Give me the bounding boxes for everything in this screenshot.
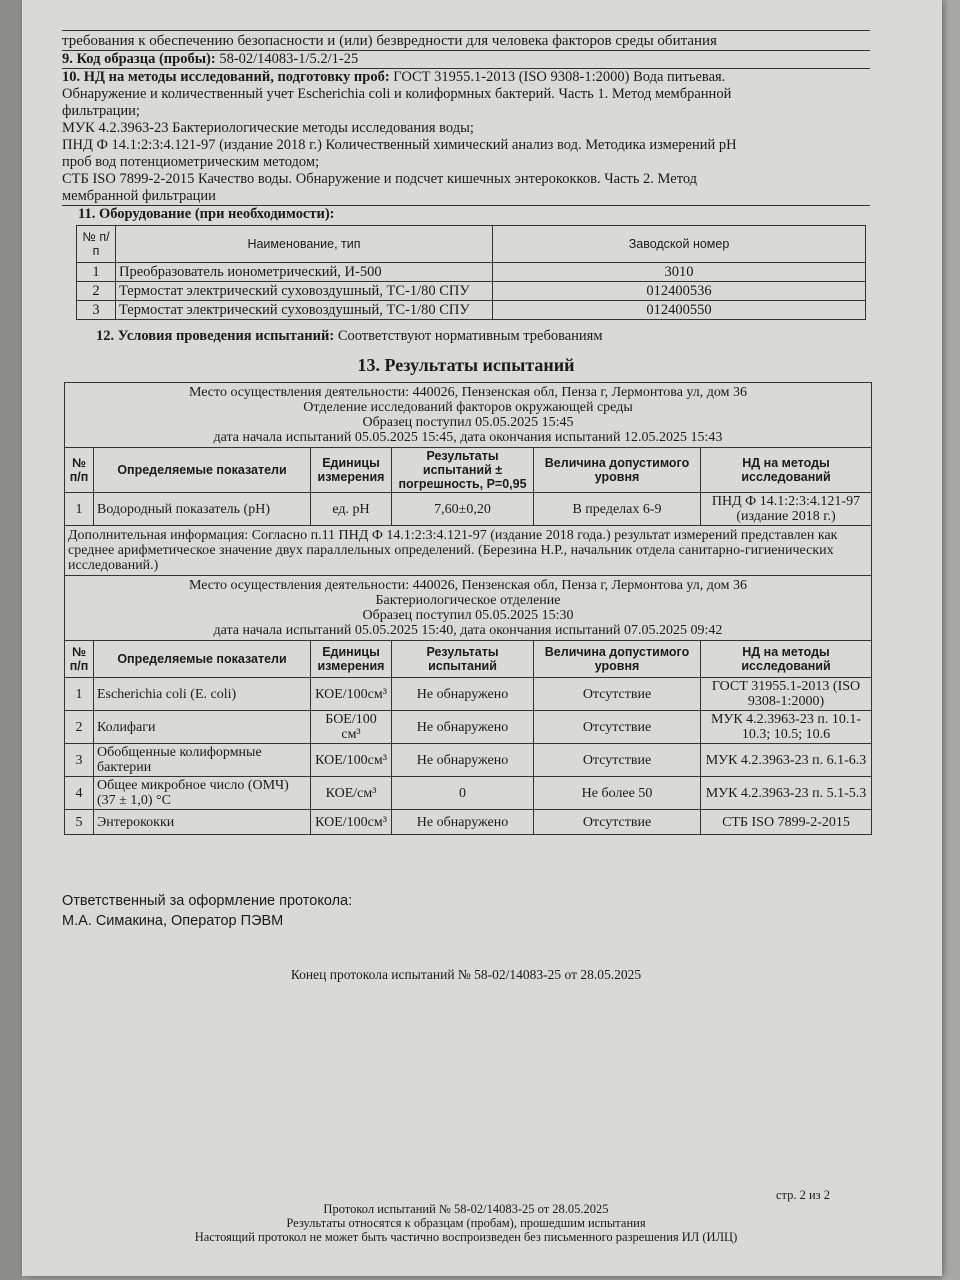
block1-head [65,383,872,448]
row-num: 3 [65,744,94,777]
table-row [65,810,872,835]
row-method: МУК 4.2.3963-23 п. 6.1-6.3 [701,744,872,777]
equipment-header-row [77,226,866,263]
item10-line-6: СТБ ISO 7899-2-2015 Качество воды. Обнаружение и подсчет кишечных энтерококков. Часть 2. Метод [62,171,698,187]
item11-label: 11. Оборудование (при необходимости): [78,206,335,222]
responsible-line-1: Ответственный за оформление протокола: [62,893,353,909]
block1-head-row [65,383,872,448]
item10-line-2: фильтрации; [62,103,140,119]
row-result: Не обнаружено [392,810,534,835]
row-method: ГОСТ 31955.1-2013 (ISO 9308-1:2000) [701,678,872,711]
row-method: МУК 4.2.3963-23 п. 5.1-5.3 [701,777,872,810]
background-right [942,0,960,1280]
row-indicator: Общее микробное число (ОМЧ) (37 ± 1,0) °С [94,777,311,810]
row-limit: Отсутствие [534,744,701,777]
equipment-num: 3 [77,301,116,320]
footer-line-0: Протокол испытаний № 58-02/14083-25 от 28.05.2025 [323,1202,609,1216]
row-result: Не обнаружено [392,711,534,744]
col-method: НД на методы исследований [701,448,872,493]
col-method: НД на методы исследований [701,641,872,678]
col-indicator: Определяемые показатели [94,641,311,678]
row-result: Не обнаружено [392,678,534,711]
item10-first [62,69,870,86]
equipment-name: Термостат электрический суховоздушный, ТС-1/80 СПУ [116,301,493,320]
equipment-num: 1 [77,263,116,282]
block2-line-2: Образец поступил 05.05.2025 15:30 [362,608,574,623]
table-row [65,777,872,810]
item10-line-7: мембранной фильтрации [62,188,216,204]
row-method: ПНД Ф 14.1:2:3:4.121-97 (издание 2018 г.) [701,493,872,526]
row-limit: Отсутствие [534,678,701,711]
block1-line-0: Место осуществления деятельности: 440026, Пензенская обл, Пенза г, Лермонтова ул, дом 36 [188,385,748,400]
col-unit: Единицы измерения [311,641,392,678]
row-unit: ед. pH [311,493,392,526]
row-num: 1 [65,678,94,711]
block1-note-row [65,526,872,576]
equipment-serial: 012400550 [493,301,866,320]
table-row [65,678,872,711]
row-num: 4 [65,777,94,810]
row-indicator: Колифаги [94,711,311,744]
row-limit: Не более 50 [534,777,701,810]
top-rule [62,30,870,31]
equipment-header-num: № п/п [77,226,116,263]
row-result: 0 [392,777,534,810]
item10-label: 10. НД на методы исследований, подготовку проб: [62,69,390,85]
row-result: Не обнаружено [392,744,534,777]
row-unit: КОЕ/100см³ [311,744,392,777]
block2-head [65,576,872,641]
footer [62,1202,870,1244]
row-unit: КОЕ/100см³ [311,678,392,711]
end-text: Конец протокола испытаний № 58-02/14083-25 от 28.05.2025 [290,967,642,982]
block1-line-1: Отделение исследований факторов окружающей среды [303,400,633,415]
block2-head-row [65,576,872,641]
item10-line-4: ПНД Ф 14.1:2:3:4.121-97 (издание 2018 г.) Количественный химический анализ вод. Методика измерений pH [62,137,737,153]
col-limit: Величина допустимого уровня [534,448,701,493]
row-limit: В пределах 6-9 [534,493,701,526]
row-num: 1 [65,493,94,526]
equipment-name: Термостат электрический суховоздушный, ТС-1/80 СПУ [116,282,493,301]
block2-line-0: Место осуществления деятельности: 440026, Пензенская обл, Пенза г, Лермонтова ул, дом 36 [188,578,748,593]
col-unit: Единицы измерения [311,448,392,493]
document-page [22,0,942,1276]
results-title: 13. Результаты испытаний [357,355,575,375]
responsible-block [62,891,870,931]
block1-line-3: дата начала испытаний 05.05.2025 15:45, дата окончания испытаний 12.05.2025 15:43 [213,430,723,445]
row-unit: КОЕ/100см³ [311,810,392,835]
item12-value: Соответствуют нормативным требованиям [337,328,603,344]
row-limit: Отсутствие [534,810,701,835]
item9-value: 58-02/14083-1/5.2/1-25 [219,51,359,67]
block1-header-row [65,448,872,493]
background-left [0,0,22,1280]
footer-line-2: Настоящий протокол не может быть частично воспроизведен без письменного разрешения ИЛ (ИЛЦ) [194,1230,738,1244]
col-indicator: Определяемые показатели [94,448,311,493]
block2-header-row [65,641,872,678]
row-indicator: Водородный показатель (pH) [94,493,311,526]
document-content [62,30,870,1244]
col-limit: Величина допустимого уровня [534,641,701,678]
table-row [77,263,866,282]
row-unit: КОЕ/см³ [311,777,392,810]
item12 [96,328,870,345]
row-result: 7,60±0,20 [392,493,534,526]
item10-line-1: Обнаружение и количественный учет Escherichia coli и колиформных бактерий. Часть 1. Метод мембранной [62,86,732,102]
equipment-num: 2 [77,282,116,301]
col-num: № п/п [65,448,94,493]
item10-line-3: МУК 4.2.3963-23 Бактериологические методы исследования воды; [62,120,474,136]
row-limit: Отсутствие [534,711,701,744]
footer-line-1: Результаты относятся к образцам (пробам), прошедшим испытания [286,1216,646,1230]
page-number: стр. 2 из 2 [775,1188,830,1202]
col-result: Результаты испытаний ± погрешность, P=0,95 [392,448,534,493]
results-table-1 [64,382,872,835]
equipment-header-name: Наименование, тип [116,226,493,263]
item10-line-0: ГОСТ 31955.1-2013 (ISO 9308-1:2000) Вода питьевая. [393,69,726,85]
table-row [77,282,866,301]
top-text: требования к обеспечению безопасности и (или) безвредности для человека факторов среды обитания [62,33,717,49]
row-indicator: Обобщенные колиформные бактерии [94,744,311,777]
equipment-header-serial: Заводской номер [493,226,866,263]
equipment-serial: 3010 [493,263,866,282]
equipment-table [76,225,866,320]
row-indicator: Энтерококки [94,810,311,835]
row-method: СТБ ISO 7899-2-2015 [701,810,872,835]
block1-line-2: Образец поступил 05.05.2025 15:45 [362,415,574,430]
equipment-name: Преобразователь ионометрический, И-500 [116,263,493,282]
row-unit: БОЕ/100 см³ [311,711,392,744]
row-num: 5 [65,810,94,835]
row-num: 2 [65,711,94,744]
table-row [77,301,866,320]
item10-line-5: проб вод потенциометрическим методом; [62,154,320,170]
block2-line-3: дата начала испытаний 05.05.2025 15:40, дата окончания испытаний 07.05.2025 09:42 [213,623,723,638]
block1-note: Дополнительная информация: Согласно п.11 ПНД Ф 14.1:2:3:4.121-97 (издание 2018 года.) результат измерений представлен как среднее арифметическое значение двух параллельных определений. (Березина Н.Р., начальник отдела санитарно-гигиенических исследований.) [65,526,872,576]
item9-label: 9. Код образца (пробы): [62,51,216,67]
block2-line-1: Бактериологическое отделение [375,593,561,608]
table-row [65,711,872,744]
row-method: МУК 4.2.3963-23 п. 10.1-10.3; 10.5; 10.6 [701,711,872,744]
table-row [65,493,872,526]
col-num: № п/п [65,641,94,678]
equipment-serial: 012400536 [493,282,866,301]
col-result: Результаты испытаний [392,641,534,678]
table-row [65,744,872,777]
item12-label: 12. Условия проведения испытаний: [96,328,335,344]
responsible-line-2: М.А. Симакина, Оператор ПЭВМ [62,913,284,929]
item9 [62,51,870,68]
row-indicator: Escherichia coli (E. coli) [94,678,311,711]
